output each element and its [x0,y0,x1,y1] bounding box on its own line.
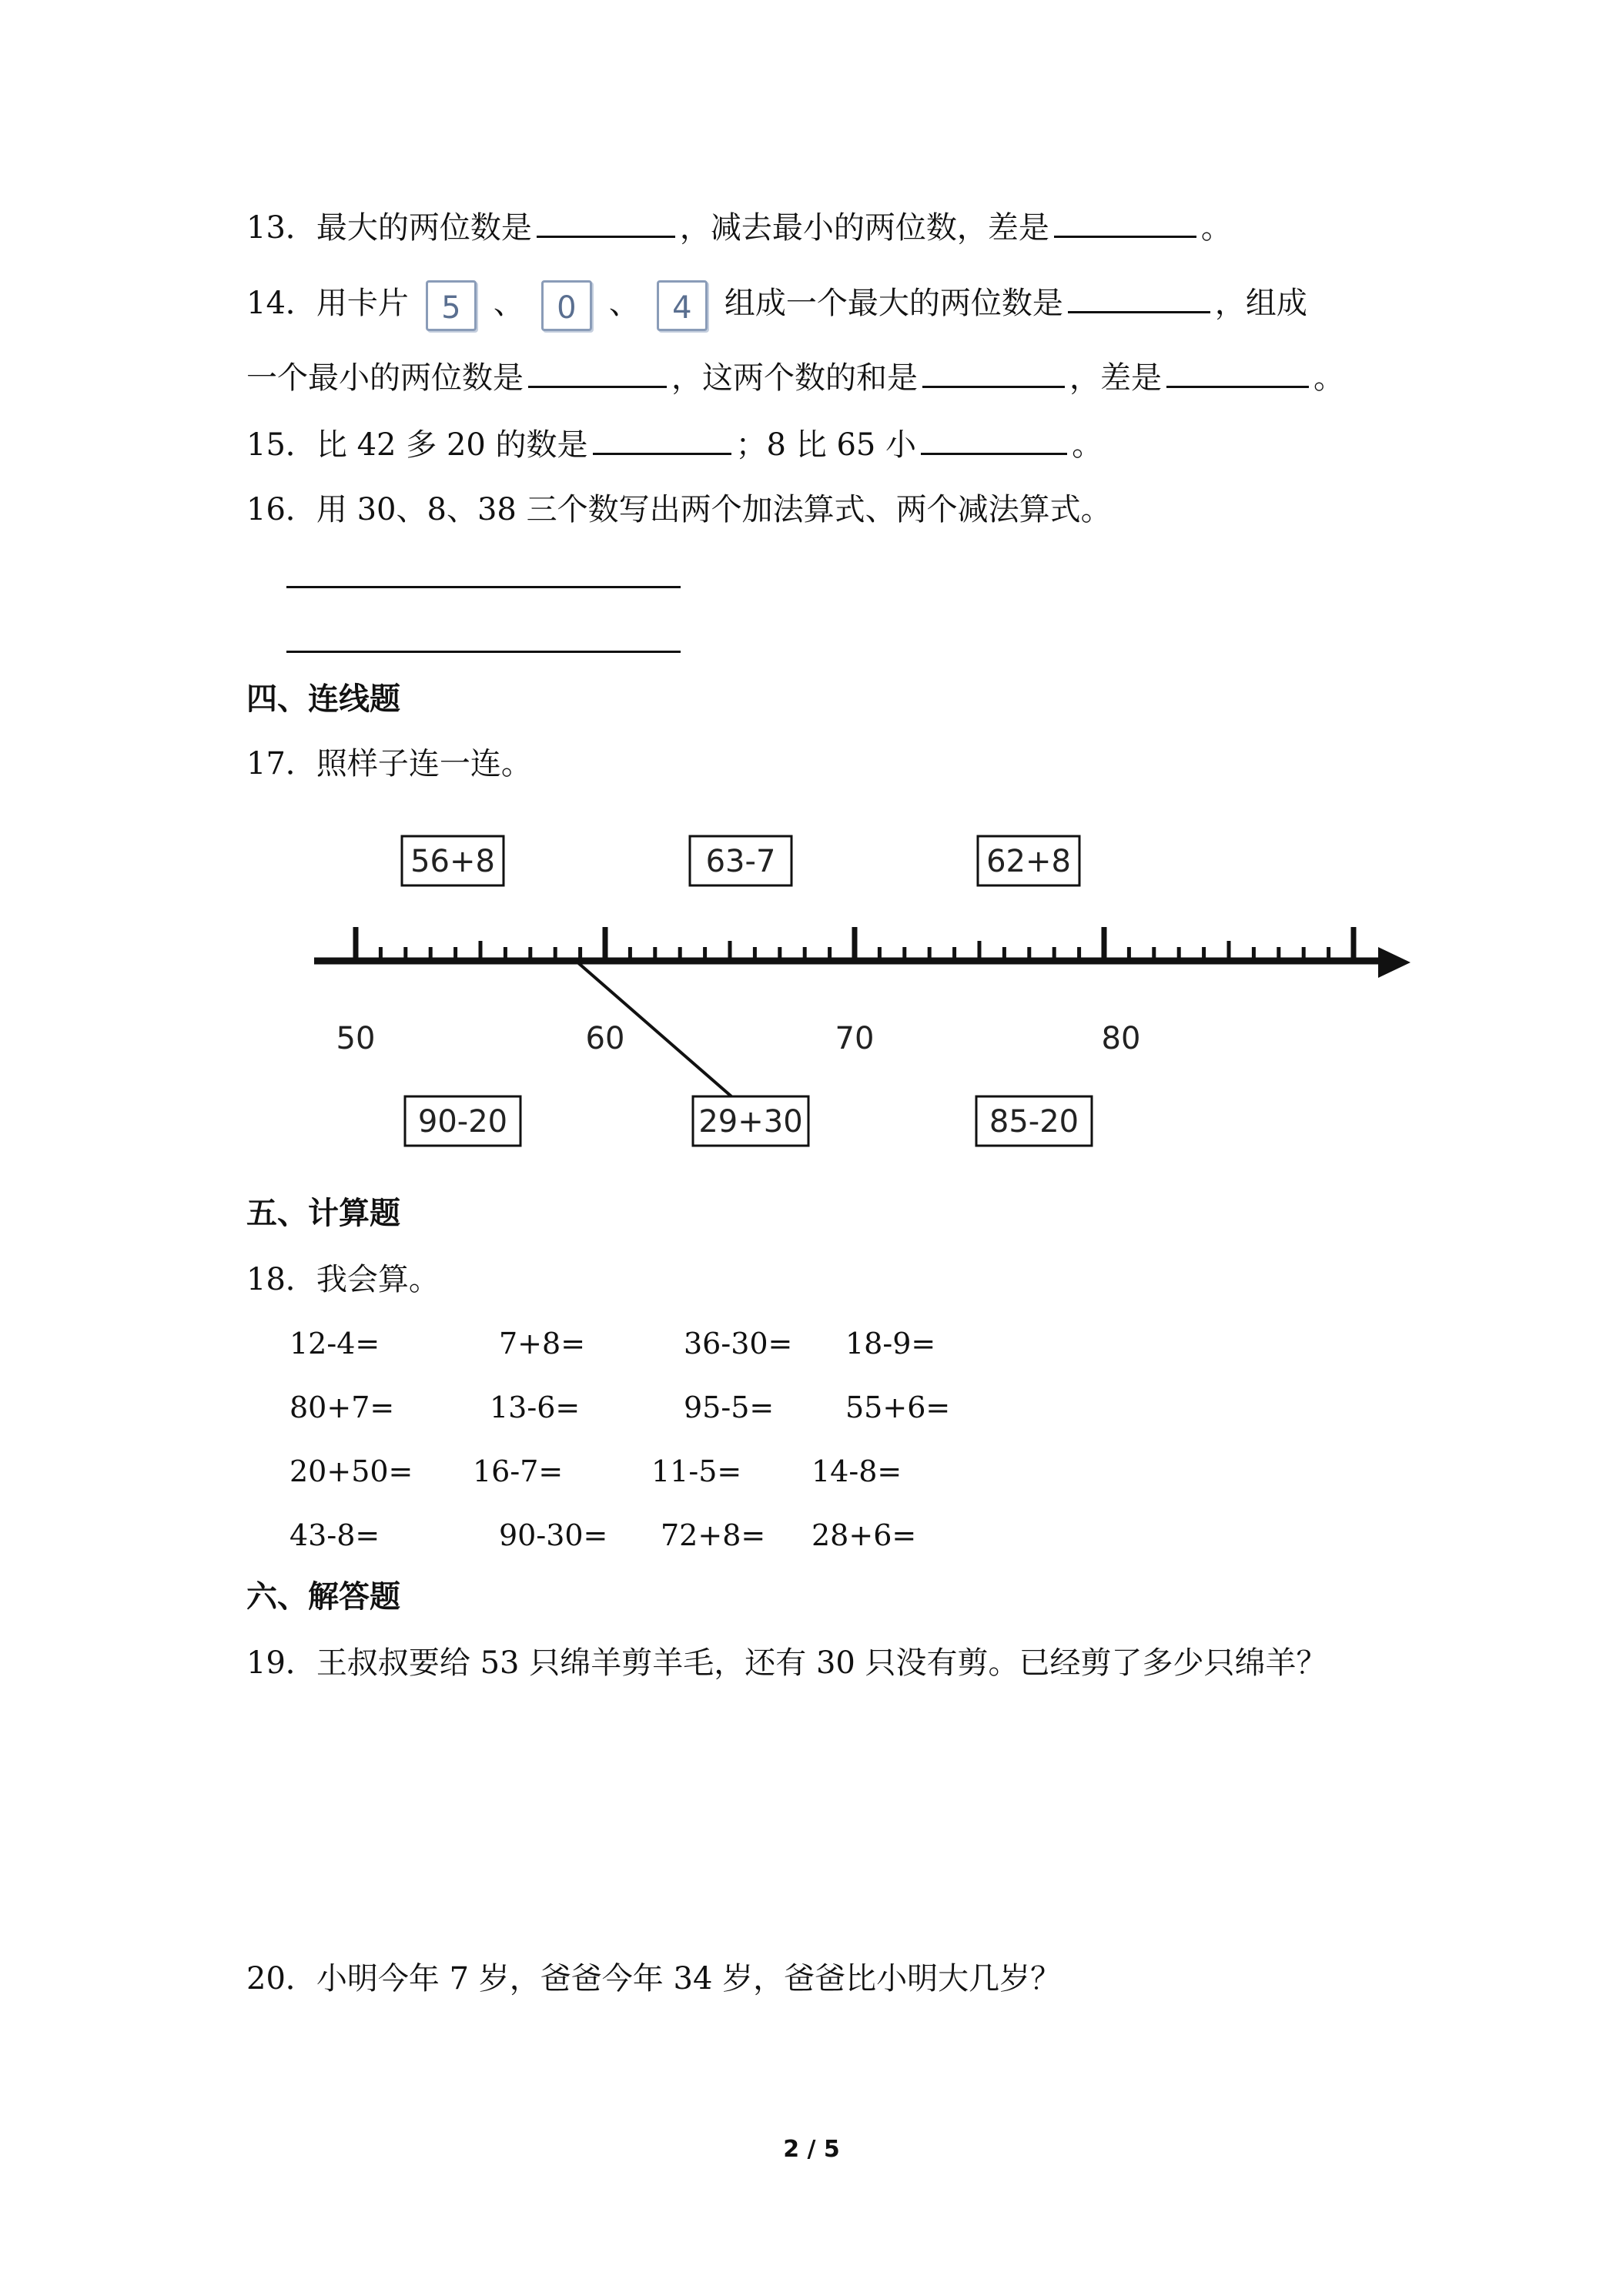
calc-item: 14-8= [812,1454,902,1488]
q19-text: 19．王叔叔要给 53 只绵羊剪羊毛，还有 30 只没有剪。已经剪了多少只绵羊？ [246,1645,1327,1681]
number-line-arrow [1378,947,1411,978]
top-box-3-label: 62+8 [986,844,1071,879]
section-6-heading: 六、解答题 [246,1579,400,1615]
q14-sep-1: 、 [493,286,524,321]
calc-item: 72+8= [661,1518,766,1552]
q15-end: 。 [1072,427,1103,463]
bottom-box-1[interactable] [405,1096,520,1146]
calc-item: 20+50= [289,1454,413,1488]
q14-mid: 组成一个最大的两位数是 [724,286,1063,321]
top-box-1[interactable] [402,836,504,885]
q16-text: 16．用 30、8、38 三个数写出两个加法算式、两个减法算式。 [246,492,1112,527]
top-box-3[interactable] [978,836,1079,885]
top-box-2[interactable] [690,836,791,885]
q18-text: 18．我会算。 [246,1262,440,1297]
q13-prefix: 13．最大的两位数是 [246,210,532,246]
calc-item: 13-6= [490,1391,581,1424]
q14-tail: ，组成 [1214,286,1307,321]
label-50: 50 [336,1021,376,1056]
number-line-ticks [356,927,1354,961]
calc-item: 55+6= [845,1391,951,1424]
q14-line2-end: 。 [1313,360,1344,396]
bottom-box-2[interactable] [693,1096,808,1146]
section-5-heading: 五、计算题 [246,1196,400,1231]
q20-text: 20．小明今年 7 岁，爸爸今年 34 岁，爸爸比小明大几岁？ [246,1961,1062,1996]
q15-mid: ；8 比 65 小 [735,427,917,463]
calc-item: 36-30= [684,1327,793,1361]
label-60: 60 [585,1021,625,1056]
calc-item: 43-8= [289,1518,380,1552]
calc-item: 90-30= [499,1518,608,1552]
calc-item: 95-5= [684,1391,775,1424]
bottom-box-2-label: 29+30 [698,1104,803,1140]
number-card-4: 4 [657,280,708,331]
section-4-heading: 四、连线题 [246,681,400,717]
q14-line2-mid1: ，这两个数的和是 [671,360,918,396]
label-70: 70 [835,1021,875,1056]
calc-item: 12-4= [289,1327,380,1361]
calc-item: 11-5= [651,1454,742,1488]
top-box-2-label: 63-7 [705,844,776,879]
bottom-box-3[interactable] [976,1096,1092,1146]
calc-item: 80+7= [289,1391,395,1424]
top-box-1-label: 56+8 [410,844,495,879]
q14-line2-prefix: 一个最小的两位数是 [246,360,524,396]
bottom-box-1-label: 90-20 [417,1104,508,1140]
calc-item: 7+8= [499,1327,586,1361]
q14-sep-2: 、 [608,286,640,321]
calc-item: 16-7= [473,1454,564,1488]
number-card-5: 5 [426,280,477,331]
bottom-box-3-label: 85-20 [989,1104,1079,1140]
q17-text: 17．照样子连一连。 [246,746,532,782]
page-number: 2 / 5 [783,2136,840,2163]
question-20 [246,1957,1061,2000]
calc-item: 28+6= [812,1518,917,1552]
q15-prefix: 15．比 42 多 20 的数是 [246,427,588,463]
q14-prefix: 14．用卡片 [246,286,409,321]
q13-mid: ，减去最小的两位数，差是 [679,210,1049,246]
number-card-0: 0 [541,280,592,331]
q13-end: 。 [1200,210,1232,246]
calc-item: 18-9= [845,1327,936,1361]
q14-line2-mid2: ，差是 [1069,360,1162,396]
question-18 [246,1258,440,1301]
question-19 [246,1642,1327,1685]
label-80: 80 [1101,1021,1141,1056]
